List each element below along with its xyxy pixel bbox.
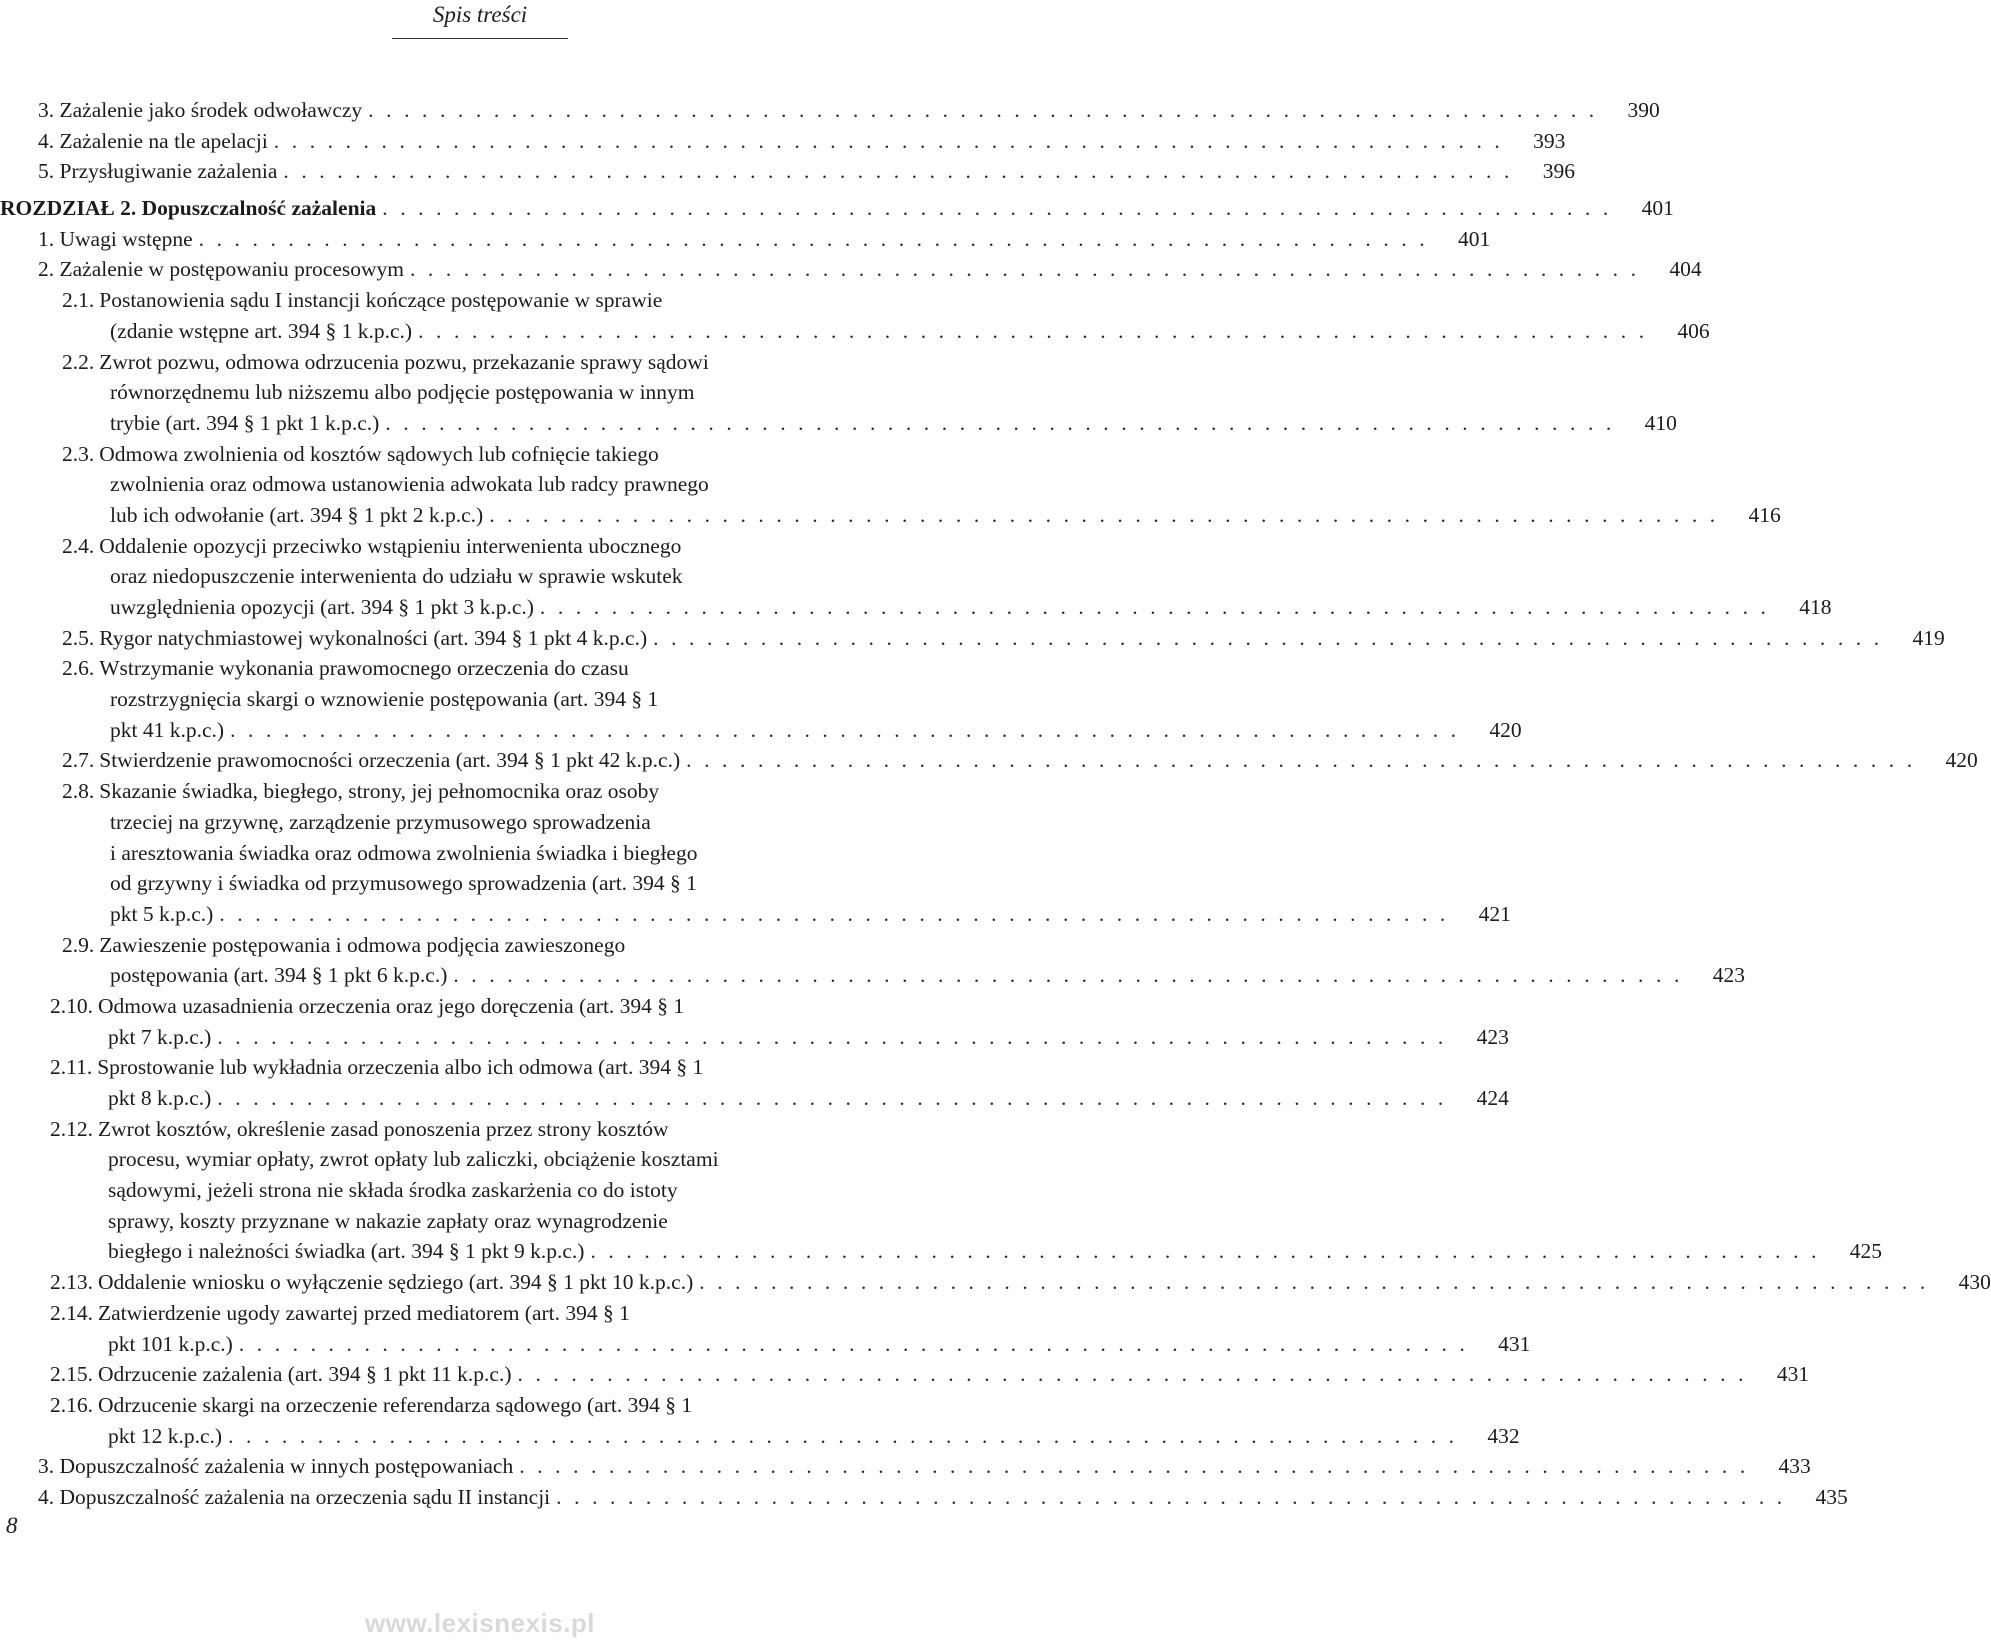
toc-entry-title: pkt 101 k.p.c.) — [108, 1331, 233, 1356]
toc-entry-line — [0, 1175, 960, 1206]
toc-entry-line — [0, 745, 1978, 776]
toc-entry-title: Odmowa zwolnienia od kosztów sądowych lub cofnięcie takiego — [99, 441, 659, 466]
toc-entry-line — [0, 469, 960, 500]
toc-entry-line — [0, 285, 960, 316]
toc-entry-title: zwolnienia oraz odmowa ustanowienia adwokata lub radcy prawnego — [110, 472, 709, 497]
toc-entry-line — [0, 531, 960, 562]
toc-entry-number: 2.11. — [50, 1055, 93, 1080]
running-title: Spis treści — [432, 2, 528, 27]
dot-leader: . . . . . . . . . . . . . . . . . . . . . . . . . . . . . . . . . . . . . . . . . . . . . . . . . . . . . . . . . . . . . . . . . . . . . — [217, 1024, 1447, 1049]
toc-entry-line — [0, 316, 1710, 347]
dot-leader: . . . . . . . . . . . . . . . . . . . . . . . . . . . . . . . . . . . . . . . . . . . . . . . . . . . . . . . . . . . . . . . . . . . . . — [382, 196, 1612, 221]
toc-entry-number: 2.3. — [62, 441, 95, 466]
toc-entry-line — [0, 899, 1511, 930]
toc-entry-title: Odrzucenie zażalenia (art. 394 § 1 pkt 11 k.p.c.) — [98, 1362, 512, 1387]
toc-entry-line — [0, 224, 1491, 255]
toc-entry-line — [0, 1144, 960, 1175]
dot-leader: . . . . . . . . . . . . . . . . . . . . . . . . . . . . . . . . . . . . . . . . . . . . . . . . . . . . . . . . . . . . . . . . . . . . . — [409, 257, 1640, 282]
toc-entry-line — [0, 807, 960, 838]
toc-entry-title: Wstrzymanie wykonania prawomocnego orzeczenia do czasu — [99, 656, 629, 681]
page-number: 8 — [6, 1513, 18, 1538]
toc-entry-line — [0, 838, 960, 869]
toc-entry-title: Stwierdzenie prawomocności orzeczenia (art. 394 § 1 pkt 42 k.p.c.) — [99, 748, 681, 773]
toc-page-number: 425 — [1849, 1239, 1883, 1264]
toc-entry-line — [0, 254, 1702, 285]
toc-entry-title: trzeciej na grzywnę, zarządzenie przymusowego sprowadzenia — [110, 809, 651, 834]
toc-entry-line — [0, 1390, 960, 1421]
toc-page-number: 420 — [1945, 748, 1978, 773]
toc-entry-title: rozstrzygnięcia skargi o wznowienie postępowania (art. 394 § 1 — [110, 687, 659, 712]
toc-page-number: 390 — [1627, 98, 1660, 122]
toc-entry-line — [0, 715, 1522, 746]
dot-leader: . . . . . . . . . . . . . . . . . . . . . . . . . . . . . . . . . . . . . . . . . . . . . . . . . . . . . . . . . . . . . . . . . . . . . — [230, 717, 1460, 742]
toc-entry-number: 2.6. — [62, 656, 95, 681]
toc-entry-number: 2.1. — [62, 288, 95, 313]
toc-entry-line — [0, 95, 1660, 126]
toc-entry-line — [0, 1359, 1810, 1390]
toc-entry[interactable] — [0, 776, 1511, 929]
toc-page-number: 406 — [1677, 318, 1710, 343]
toc-entry-line — [0, 1421, 1520, 1452]
toc-entry-number: 2.14. — [50, 1300, 93, 1325]
toc-entry-title: trybie (art. 394 § 1 pkt 1 k.p.c.) — [110, 410, 380, 435]
toc-entry[interactable] — [0, 1052, 1509, 1113]
toc-page-number: 418 — [1799, 595, 1832, 619]
toc-entry-title: uwzględnienia opozycji (art. 394 § 1 pkt 3 k.p.c.) — [110, 595, 534, 619]
header-rule — [392, 38, 568, 39]
toc-page-number: 431 — [1498, 1331, 1531, 1356]
toc-entry-title: Oddalenie opozycji przeciwko wstąpieniu interwenienta ubocznego — [99, 533, 682, 558]
dot-leader: . . . . . . . . . . . . . . . . . . . . . . . . . . . . . . . . . . . . . . . . . . . . . . . . . . . . . . . . . . . . . . . . . . . . . — [699, 1270, 1929, 1295]
toc-entry-number: 2.12. — [50, 1116, 93, 1141]
watermark: www.lexisnexis.pl — [364, 1608, 596, 1638]
toc-entry-title: sądowymi, jeżeli strona nie składa środka zaskarżenia co do istoty — [108, 1178, 678, 1203]
page-header — [0, 0, 960, 40]
toc-page-number: 419 — [1912, 625, 1945, 650]
dot-leader: . . . . . . . . . . . . . . . . . . . . . . . . . . . . . . . . . . . . . . . . . . . . . . . . . . . . . . . . . . . . . . . . . . . . . — [198, 226, 1429, 251]
toc-entry[interactable] — [0, 930, 1745, 991]
toc-entry[interactable] — [0, 1298, 1531, 1359]
toc-entry[interactable] — [0, 254, 1702, 285]
toc-entry-line — [0, 1052, 960, 1083]
dot-leader: . . . . . . . . . . . . . . . . . . . . . . . . . . . . . . . . . . . . . . . . . . . . . . . . . . . . . . . . . . . . . . . . . . . . . — [489, 502, 1719, 527]
toc-entry-line — [0, 377, 960, 408]
toc-entry-number: 2.16. — [50, 1392, 93, 1417]
toc-entry-title: 3. Dopuszczalność zażalenia w innych postępowaniach — [38, 1454, 514, 1479]
toc-entry-number: 2.7. — [62, 748, 95, 773]
toc-entry-title: ROZDZIAŁ 2. Dopuszczalność zażalenia — [0, 196, 377, 221]
toc-entry[interactable] — [0, 1390, 1520, 1451]
toc-chapter-entry[interactable] — [0, 193, 1674, 224]
toc-entry-title: biegłego i należności świadka (art. 394 § 1 pkt 9 k.p.c.) — [108, 1239, 585, 1264]
toc-entry-title: (zdanie wstępne art. 394 § 1 k.p.c.) — [110, 318, 413, 343]
toc-entry[interactable] — [0, 347, 1677, 439]
dot-leader: . . . . . . . . . . . . . . . . . . . . . . . . . . . . . . . . . . . . . . . . . . . . . . . . . . . . . . . . . . . . . . . . . . . . . — [539, 595, 1770, 619]
toc-page-number: 423 — [1476, 1024, 1509, 1049]
toc-entry-title: procesu, wymiar opłaty, zwrot opłaty lub zaliczki, obciążenie kosztami — [108, 1147, 719, 1172]
dot-leader: . . . . . . . . . . . . . . . . . . . . . . . . . . . . . . . . . . . . . . . . . . . . . . . . . . . . . . . . . . . . . . . . . . . . . — [556, 1484, 1786, 1509]
dot-leader: . . . . . . . . . . . . . . . . . . . . . . . . . . . . . . . . . . . . . . . . . . . . . . . . . . . . . . . . . . . . . . . . . . . . . — [217, 1086, 1447, 1110]
toc-entry-number: 2.8. — [62, 779, 95, 804]
toc-entry-title: Zatwierdzenie ugody zawartej przed mediatorem (art. 394 § 1 — [98, 1300, 630, 1325]
toc-page-number: 396 — [1542, 159, 1575, 184]
toc-entry-title: postępowania (art. 394 § 1 pkt 6 k.p.c.) — [110, 963, 448, 988]
toc-entry-line — [0, 156, 1575, 187]
dot-leader: . . . . . . . . . . . . . . . . . . . . . . . . . . . . . . . . . . . . . . . . . . . . . . . . . . . . . . . . . . . . . . . . . . . . . — [385, 410, 1615, 435]
table-of-contents — [0, 95, 1991, 1513]
toc-entry-title: pkt 8 k.p.c.) — [108, 1086, 212, 1110]
toc-entry-line — [0, 1022, 1509, 1053]
toc-entry[interactable] — [0, 1482, 1848, 1513]
toc-entry-line — [0, 193, 1674, 224]
toc-entry[interactable] — [0, 1114, 1883, 1267]
toc-entry-title: pkt 7 k.p.c.) — [108, 1024, 212, 1049]
toc-page-number: 410 — [1644, 410, 1677, 435]
dot-leader: . . . . . . . . . . . . . . . . . . . . . . . . . . . . . . . . . . . . . . . . . . . . . . . . . . . . . . . . . . . . . . . . . . . . . — [519, 1454, 1749, 1479]
toc-entry-title: Odrzucenie skargi na orzeczenie referendarza sądowego (art. 394 § 1 — [98, 1392, 693, 1417]
dot-leader: . . . . . . . . . . . . . . . . . . . . . . . . . . . . . . . . . . . . . . . . . . . . . . . . . . . . . . . . . . . . . . . . . . . . . — [686, 748, 1916, 773]
toc-entry-title: 2. Zażalenie w postępowaniu procesowym — [38, 257, 404, 282]
toc-entry-line — [0, 561, 960, 592]
toc-entry-line — [0, 776, 960, 807]
toc-entry-title: i aresztowania świadka oraz odmowa zwolnienia świadka i biegłego — [110, 840, 698, 865]
dot-leader: . . . . . . . . . . . . . . . . . . . . . . . . . . . . . . . . . . . . . . . . . . . . . . . . . . . . . . . . . . . . . . . . . . . . . — [517, 1362, 1748, 1387]
toc-entry-title: Odmowa uzasadnienia orzeczenia oraz jego doręczenia (art. 394 § 1 — [98, 993, 685, 1018]
toc-page-number: 393 — [1533, 128, 1566, 153]
toc-entry-line — [0, 1451, 1811, 1482]
toc-entry-line — [0, 1298, 960, 1329]
toc-entry[interactable] — [0, 531, 1832, 623]
toc-entry-number: 2.2. — [62, 349, 95, 374]
toc-entry-line — [0, 1329, 1531, 1360]
toc-entry-title: oraz niedopuszczenie interwenienta do udziału w sprawie wskutek — [110, 564, 683, 589]
toc-entry[interactable] — [0, 1451, 1811, 1482]
toc-entry-title: Zwrot pozwu, odmowa odrzucenia pozwu, przekazanie sprawy sądowi — [99, 349, 709, 374]
toc-entry[interactable] — [0, 1267, 1991, 1298]
toc-entry[interactable] — [0, 439, 1781, 531]
toc-entry-title: pkt 12 k.p.c.) — [108, 1423, 223, 1448]
toc-entry-line — [0, 439, 960, 470]
toc-entry-line — [0, 347, 960, 378]
toc-entry-line — [0, 1114, 960, 1145]
toc-page-number: 401 — [1457, 226, 1491, 251]
dot-leader: . . . . . . . . . . . . . . . . . . . . . . . . . . . . . . . . . . . . . . . . . . . . . . . . . . . . . . . . . . . . . . . . . . . . . — [228, 1423, 1458, 1448]
toc-entry[interactable] — [0, 285, 1710, 346]
toc-entry-line — [0, 960, 1745, 991]
toc-entry-title: Skazanie świadka, biegłego, strony, jej pełnomocnika oraz osoby — [99, 779, 660, 804]
toc-entry-line — [0, 500, 1781, 531]
toc-entry-line — [0, 1267, 1991, 1298]
dot-leader: . . . . . . . . . . . . . . . . . . . . . . . . . . . . . . . . . . . . . . . . . . . . . . . . . . . . . . . . . . . . . . . . . . . . . — [590, 1239, 1821, 1264]
toc-entry-number: 2.5. — [62, 625, 95, 650]
toc-entry-line — [0, 126, 1566, 157]
toc-entry[interactable] — [0, 126, 1566, 157]
dot-leader: . . . . . . . . . . . . . . . . . . . . . . . . . . . . . . . . . . . . . . . . . . . . . . . . . . . . . . . . . . . . . . . . . . . . . — [273, 128, 1504, 153]
toc-entry-line — [0, 868, 960, 899]
toc-entry-line — [0, 653, 960, 684]
toc-entry-title: Sprostowanie lub wykładnia orzeczenia albo ich odmowa (art. 394 § 1 — [97, 1055, 704, 1080]
toc-entry-title: Rygor natychmiastowej wykonalności (art. 394 § 1 pkt 4 k.p.c.) — [99, 625, 648, 650]
toc-entry[interactable] — [0, 745, 1978, 776]
toc-page-number: 416 — [1748, 502, 1781, 527]
toc-entry-line — [0, 623, 1945, 654]
toc-entry-number: 2.13. — [50, 1270, 93, 1295]
dot-leader: . . . . . . . . . . . . . . . . . . . . . . . . . . . . . . . . . . . . . . . . . . . . . . . . . . . . . . . . . . . . . . . . . . . . . — [219, 901, 1449, 926]
toc-entry[interactable] — [0, 653, 1522, 745]
toc-entry-title: Oddalenie wniosku o wyłączenie sędziego (art. 394 § 1 pkt 10 k.p.c.) — [98, 1270, 694, 1295]
toc-entry[interactable] — [0, 224, 1491, 255]
toc-page-number: 423 — [1712, 963, 1745, 988]
toc-page-number: 430 — [1958, 1270, 1991, 1295]
toc-entry-number: 2.15. — [50, 1362, 93, 1387]
toc-entry-title: lub ich odwołanie (art. 394 § 1 pkt 2 k.p.c.) — [110, 502, 484, 527]
toc-entry[interactable] — [0, 95, 1660, 126]
toc-entry-title: pkt 5 k.p.c.) — [110, 901, 214, 926]
toc-page-number: 421 — [1478, 901, 1511, 926]
toc-page-number: 433 — [1778, 1454, 1811, 1479]
toc-entry-title: Postanowienia sądu I instancji kończące postępowanie w sprawie — [99, 288, 663, 313]
toc-entry-number: 2.9. — [62, 932, 95, 957]
toc-entry-title: sprawy, koszty przyznane w nakazie zapłaty oraz wynagrodzenie — [108, 1208, 668, 1233]
toc-page-number: 435 — [1815, 1484, 1848, 1509]
dot-leader: . . . . . . . . . . . . . . . . . . . . . . . . . . . . . . . . . . . . . . . . . . . . . . . . . . . . . . . . . . . . . . . . . . . . . — [418, 318, 1648, 343]
toc-entry[interactable] — [0, 1359, 1810, 1390]
toc-entry[interactable] — [0, 991, 1509, 1052]
toc-page-number: 424 — [1476, 1086, 1509, 1110]
toc-entry-number: 2.10. — [50, 993, 93, 1018]
toc-entry-title: od grzywny i świadka od przymusowego sprowadzenia (art. 394 § 1 — [110, 871, 697, 896]
dot-leader: . . . . . . . . . . . . . . . . . . . . . . . . . . . . . . . . . . . . . . . . . . . . . . . . . . . . . . . . . . . . . . . . . . . . . — [453, 963, 1683, 988]
toc-entry-title: 4. Dopuszczalność zażalenia na orzeczenia sądu II instancji — [38, 1484, 551, 1509]
toc-entry-line — [0, 408, 1677, 439]
toc-entry-title: 4. Zażalenie na tle apelacji — [38, 128, 268, 153]
toc-entry-title: 5. Przysługiwanie zażalenia — [38, 159, 278, 184]
toc-entry-line — [0, 1206, 960, 1237]
dot-leader: . . . . . . . . . . . . . . . . . . . . . . . . . . . . . . . . . . . . . . . . . . . . . . . . . . . . . . . . . . . . . . . . . . . . . — [653, 625, 1883, 650]
toc-page-number: 420 — [1489, 717, 1522, 742]
toc-entry-title: Zawieszenie postępowania i odmowa podjęcia zawieszonego — [99, 932, 626, 957]
toc-page-number: 431 — [1776, 1362, 1810, 1387]
toc-entry[interactable] — [0, 623, 1945, 654]
dot-leader: . . . . . . . . . . . . . . . . . . . . . . . . . . . . . . . . . . . . . . . . . . . . . . . . . . . . . . . . . . . . . . . . . . . . . — [368, 98, 1598, 122]
toc-entry-line — [0, 1083, 1509, 1114]
toc-entry-line — [0, 1236, 1883, 1267]
toc-entry-title: 1. Uwagi wstępne — [38, 226, 193, 251]
toc-entry-line — [0, 930, 960, 961]
toc-page-number: 401 — [1641, 196, 1674, 221]
toc-entry-line — [0, 592, 1832, 623]
dot-leader: . . . . . . . . . . . . . . . . . . . . . . . . . . . . . . . . . . . . . . . . . . . . . . . . . . . . . . . . . . . . . . . . . . . . . — [283, 159, 1513, 184]
dot-leader: . . . . . . . . . . . . . . . . . . . . . . . . . . . . . . . . . . . . . . . . . . . . . . . . . . . . . . . . . . . . . . . . . . . . . — [238, 1331, 1469, 1356]
toc-entry-line — [0, 991, 960, 1022]
toc-page-number: 404 — [1669, 257, 1702, 282]
toc-entry-line — [0, 1482, 1848, 1513]
toc-entry-title: Zwrot kosztów, określenie zasad ponoszenia przez strony kosztów — [98, 1116, 669, 1141]
toc-entry-title: pkt 41 k.p.c.) — [110, 717, 225, 742]
toc-entry[interactable] — [0, 156, 1575, 187]
toc-page-number: 432 — [1487, 1423, 1520, 1448]
toc-entry-title: 3. Zażalenie jako środek odwoławczy — [38, 98, 363, 122]
toc-entry-number: 2.4. — [62, 533, 95, 558]
toc-entry-line — [0, 684, 960, 715]
toc-entry-title: równorzędnemu lub niższemu albo podjęcie postępowania w innym — [110, 380, 695, 405]
